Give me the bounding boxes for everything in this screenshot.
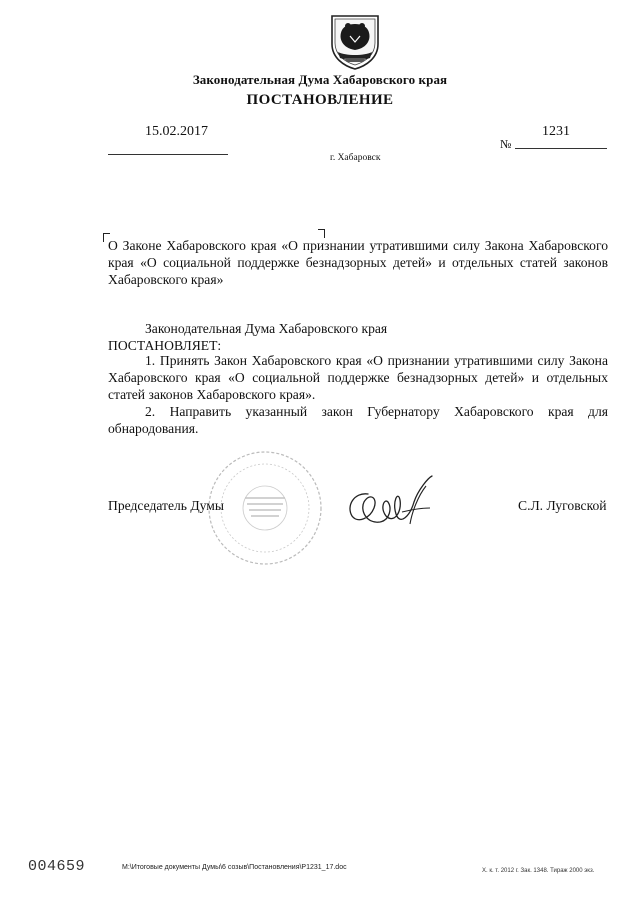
document-subject: О Законе Хабаровского края «О признании утратившими силу Закона Хабаровского края «О социальной поддержке безнадзорных детей» и отдельных статей законов Хабаровского края» [108, 238, 608, 287]
date-underline [108, 154, 228, 155]
document-date: 15.02.2017 [145, 124, 208, 139]
file-path: M:\Итоговые документы Думы\6 созыв\Постановления\P1231_17.doc [122, 864, 347, 871]
document-type: ПОСТАНОВЛЕНИЕ [246, 92, 394, 108]
chairman-name: С.Л. Луговской [518, 498, 607, 513]
intro-resolves: ПОСТАНОВЛЯЕТ: [108, 338, 222, 353]
number-sign: № [500, 137, 512, 151]
number-underline [515, 148, 607, 149]
print-info: Х. к. т. 2012 г. Зак. 1348. Тираж 2000 экз. [482, 868, 595, 874]
khabarovsk-krai-emblem-icon [328, 12, 382, 70]
document-number: 1231 [542, 124, 570, 139]
resolution-item-1: 1. Принять Закон Хабаровского края «О признании утратившими силу Закона Хабаровского края «О социальной поддержке безнадзорных детей» и отдельных статей законов Хабаровского края». [108, 353, 608, 402]
registration-number: 004659 [28, 858, 86, 875]
resolution-item-2: 2. Направить указанный закон Губернатору Хабаровского края для обнародования. [108, 404, 608, 436]
council-name: Законодательная Дума Хабаровского края [192, 72, 448, 87]
intro-council: Законодательная Дума Хабаровского края [145, 321, 388, 336]
chairman-title: Председатель Думы [108, 498, 225, 513]
city: г. Хабаровск [330, 153, 381, 163]
chairman-signature [340, 472, 440, 542]
